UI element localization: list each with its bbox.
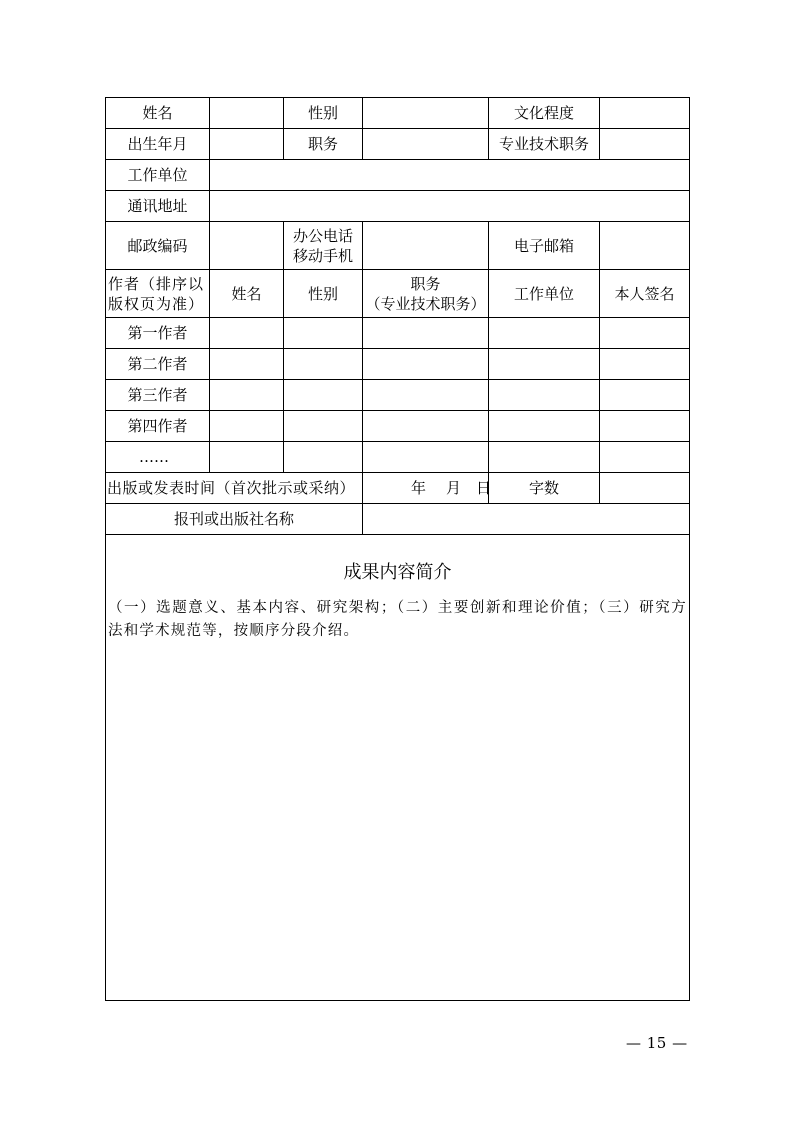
author-gender-field[interactable] [284,411,363,442]
year-label: 年 [411,479,427,497]
day-label: 日 [476,479,492,497]
author-gender-field[interactable] [284,349,363,380]
position-label: 职务 [284,129,363,160]
email-field[interactable] [600,222,690,270]
address-label: 通讯地址 [106,191,210,222]
author-employer-field[interactable] [489,349,600,380]
author-position-field[interactable] [363,411,489,442]
word-count-field[interactable] [600,473,690,504]
row-address [106,191,690,222]
author-col-position-line2: （专业技术职务） [365,294,486,313]
author-signature-field[interactable] [600,318,690,349]
author-position-field[interactable] [363,442,489,473]
author-gender-field[interactable] [284,442,363,473]
page-number: — 15 — [626,1034,688,1052]
intro-description: （一）选题意义、基本内容、研究架构；（二）主要创新和理论价值；（三）研究方法和学术规范等，按顺序分段介绍。 [108,600,687,639]
phone-label-line1: 办公电话 [292,226,353,245]
author-header [106,270,210,318]
name-field[interactable] [210,98,284,129]
author-employer-field[interactable] [489,411,600,442]
gender-label: 性别 [284,98,363,129]
author-name-field[interactable] [210,380,284,411]
intro-cell[interactable] [106,535,690,1001]
gender-field[interactable] [363,98,489,129]
row-intro [106,535,690,1001]
row-contact [106,222,690,270]
publisher-label: 报刊或出版社名称 [106,504,363,535]
author-gender-field[interactable] [284,380,363,411]
employer-label: 工作单位 [106,160,210,191]
author-row-label: …… [106,442,210,473]
author-signature-field[interactable] [600,349,690,380]
author-col-gender: 性别 [284,270,363,318]
author-row-label: 第三作者 [106,380,210,411]
phone-field[interactable] [363,222,489,270]
publication-date-field[interactable] [363,473,492,504]
author-row-label: 第二作者 [106,349,210,380]
author-row [106,349,690,380]
author-gender-field[interactable] [284,318,363,349]
position-field[interactable] [363,129,489,160]
author-row-label: 第四作者 [106,411,210,442]
author-row-label: 第一作者 [106,318,210,349]
author-employer-field[interactable] [489,442,600,473]
author-col-name: 姓名 [210,270,284,318]
employer-field[interactable] [210,160,690,191]
publication-time-label: 出版或发表时间（首次批示或采纳） [106,473,363,504]
row-publication-time [106,473,690,504]
row-birth [106,129,690,160]
author-col-position [363,270,489,318]
author-signature-field[interactable] [600,411,690,442]
author-header-line2: 版权页为准） [108,294,205,313]
email-label: 电子邮箱 [489,222,600,270]
title-label: 专业技术职务 [489,129,600,160]
birth-label: 出生年月 [106,129,210,160]
postcode-label: 邮政编码 [106,222,210,270]
author-row [106,442,690,473]
author-row [106,318,690,349]
author-row [106,380,690,411]
title-field[interactable] [600,129,690,160]
intro-title: 成果内容简介 [343,562,452,583]
month-label: 月 [446,479,462,497]
phone-label-line2: 移动手机 [292,246,353,265]
row-publisher [106,504,690,535]
education-field[interactable] [600,98,690,129]
education-label: 文化程度 [489,98,600,129]
author-signature-field[interactable] [600,380,690,411]
author-name-field[interactable] [210,318,284,349]
author-name-field[interactable] [210,349,284,380]
author-employer-field[interactable] [489,318,600,349]
row-author-header [106,270,690,318]
achievement-form-table [105,97,690,1001]
postcode-field[interactable] [210,222,284,270]
row-employer [106,160,690,191]
author-employer-field[interactable] [489,380,600,411]
phone-label [284,222,363,270]
name-label: 姓名 [106,98,210,129]
author-signature-field[interactable] [600,442,690,473]
author-row [106,411,690,442]
author-name-field[interactable] [210,411,284,442]
author-position-field[interactable] [363,349,489,380]
author-col-employer: 工作单位 [489,270,600,318]
birth-field[interactable] [210,129,284,160]
author-col-signature: 本人签名 [600,270,690,318]
author-header-line1: 作者（排序以 [108,274,205,293]
author-name-field[interactable] [210,442,284,473]
publisher-field[interactable] [363,504,690,535]
address-field[interactable] [210,191,690,222]
author-position-field[interactable] [363,380,489,411]
word-count-label: 字数 [489,473,600,504]
row-name [106,98,690,129]
author-position-field[interactable] [363,318,489,349]
author-col-position-line1: 职务 [410,274,441,293]
